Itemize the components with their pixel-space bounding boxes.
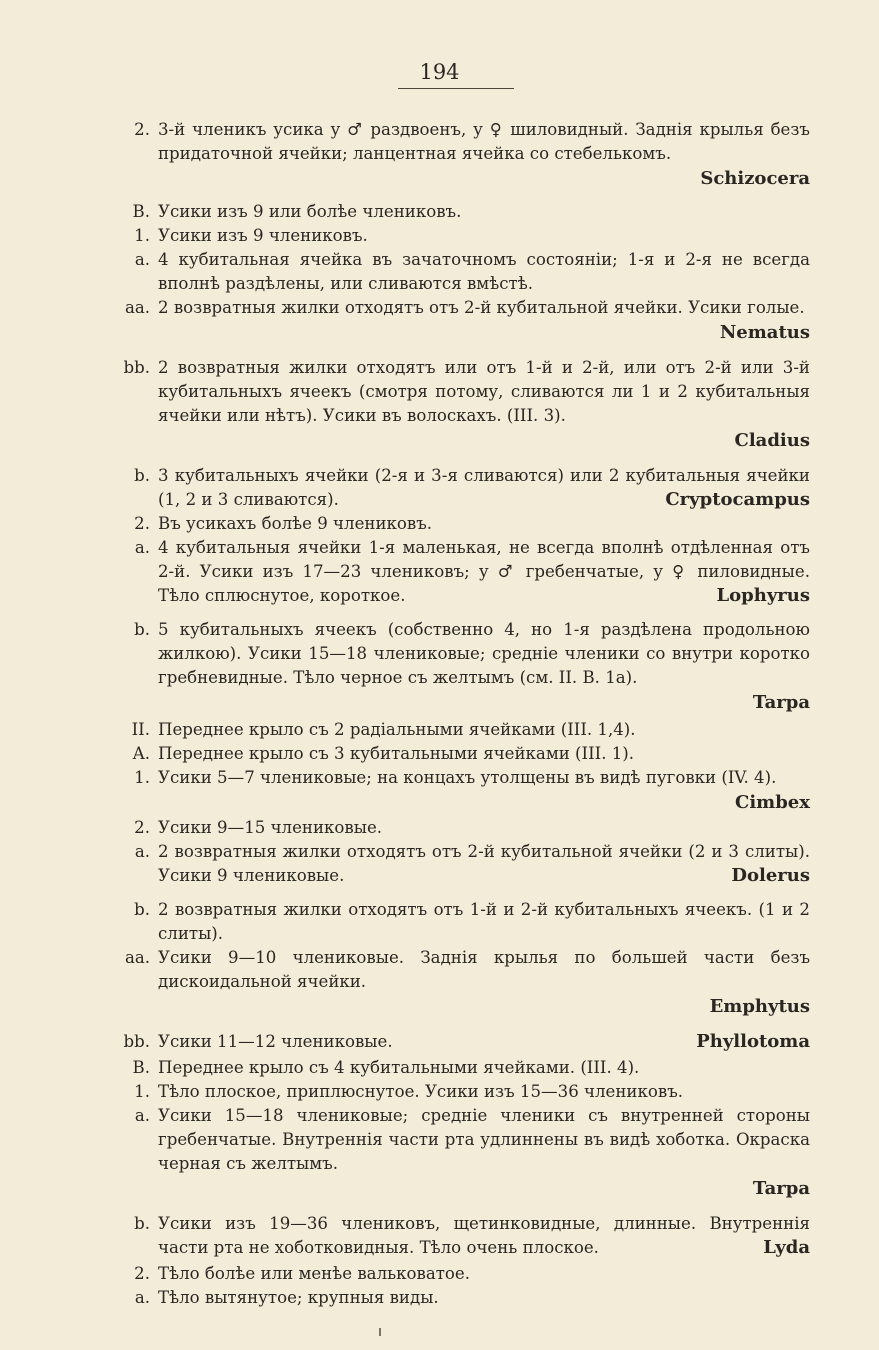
entry-text-body: 2 возвратныя жилки отходятъ отъ 2-й кубитальной ячейки (2 и 3 слиты). Усики 9 члениковые. [158,842,810,885]
genus-name: Schizocera [700,168,810,189]
entry-mark: 2. [134,818,150,837]
genus-name: Cimbex [735,792,810,813]
entry-mark: 1. [134,768,150,787]
entry-text: Усики 9—15 члениковые. [158,818,383,837]
entry-mark: 2. [134,120,150,139]
entry-text [158,1030,810,1054]
entry-mark: b. [134,1214,150,1233]
entry-text: Переднее крыло съ 2 радіальными ячейками (III. 1,4). [158,720,636,739]
key-entry [134,512,810,536]
entry-text-body: 4 кубитальныя ячейки 1-я маленькая, не всегда вполнѣ отдѣленная отъ 2-й. Усики изъ 17—23 члениковъ; у ♂ гребенчатые, у ♀ пиловидные. Тѣло сплюснутое, короткое. [158,538,810,605]
genus-name: Tarpa [752,692,810,713]
entry-mark: B. [132,202,150,221]
key-entry [134,816,810,840]
entry-text: Тѣло болѣе или менѣе вальковатое. [158,1264,470,1283]
entry-text: Усики 5—7 члениковые; на концахъ утолщены въ видѣ пуговки (IV. 4). [158,768,777,787]
entry-text: 3-й членикъ усика у ♂ раздвоенъ, у ♀ шиловидный. Заднія крылья безъ придаточной ячейки; ланцентная ячейка со стебелькомъ. [158,120,810,163]
entry-text: Усики изъ 9 члениковъ. [158,226,368,245]
entry-text: Усики 9—10 члениковые. Заднія крылья по большей части безъ дискоидальной ячейки. [158,948,810,991]
entry-mark: 1. [134,1082,150,1101]
entry-mark: bb. [123,358,150,377]
entry-mark: II. [131,720,150,739]
page-number-rule [398,88,514,89]
entry-text: 4 кубитальная ячейка въ зачаточномъ состояніи; 1-я и 2-я не всегда вполнѣ раздѣлены, или сливаются вмѣстѣ. [158,250,810,293]
entry-mark: aa. [124,948,150,967]
key-entry [124,296,810,346]
genus-name: Dolerus [731,865,810,886]
key-entry [134,618,810,716]
entry-mark: a. [134,1288,150,1307]
entry-mark: bb. [123,1032,150,1051]
genus-name: Lophyrus [716,585,810,606]
entry-mark: b. [134,466,150,485]
key-entry [134,1286,810,1310]
key-entry [131,718,810,742]
entry-text: Тѣло вытянутое; крупныя виды. [158,1288,439,1307]
key-entries [0,118,879,1310]
key-entry [134,840,810,888]
entry-text: 5 кубитальныхъ ячеекъ (собственно 4, но 1-я раздѣлена продольною жилкою). Усики 15—18 члениковые; средніе членики со внутри коротко гребневидные. Тѣло черное съ желтымъ (см. II. B. 1a). [158,620,810,687]
genus-name: Nematus [719,322,810,343]
genus-name: Cladius [734,430,810,451]
key-entry [134,766,810,816]
entry-text: Усики изъ 9 или болѣе члениковъ. [158,202,462,221]
entry-text-body: Усики изъ 19—36 члениковъ, щетинковидные, длинные. Внутреннія части рта не хоботковидныя. Тѣло очень плоское. [158,1214,810,1257]
key-entry [123,356,810,454]
key-entry [134,1080,810,1104]
entry-mark: a. [134,538,150,557]
entry-text: Переднее крыло съ 4 кубитальными ячейками. (III. 4). [158,1058,640,1077]
entry-text [158,464,810,512]
key-entry [123,1030,810,1054]
genus-name: Phyllotoma [696,1031,810,1052]
entry-text [158,536,810,608]
genus-name: Cryptocampus [665,489,810,510]
entry-mark: a. [134,250,150,269]
key-entry [134,1212,810,1260]
page-number: 194 [419,60,460,84]
entry-mark: a. [134,1106,150,1125]
page-mark [379,1328,381,1336]
entry-text: Въ усикахъ болѣе 9 члениковъ. [158,514,433,533]
entry-text: Тѣло плоское, приплюснутое. Усики изъ 15—36 члениковъ. [158,1082,684,1101]
entry-text: Усики 15—18 члениковые; средніе членики съ внутренней стороны гребенчатые. Внутреннія части рта удлиннены въ видѣ хоботка. Окраска черная съ желтымъ. [158,1106,810,1173]
key-entry [134,536,810,608]
key-entry [134,118,810,192]
entry-mark: aa. [124,298,150,317]
entry-text: 2 возвратныя жилки отходятъ отъ 1-й и 2-й кубитальныхъ ячеекъ. (1 и 2 слиты). [158,900,810,943]
entry-mark: a. [134,842,150,861]
key-entry [134,1104,810,1202]
key-entry [134,248,810,296]
genus-name: Emphytus [709,996,810,1017]
entry-text: 2 возвратныя жилки отходятъ или отъ 1-й и 2-й, или отъ 2-й или 3-й кубитальныхъ ячеекъ (смотря потому, сливаются ли 1 и 2 кубитальныя ячейки или нѣтъ). Усики въ волоскахъ. (III. 3). [158,358,810,425]
entry-text-body: 3 кубитальныхъ ячейки (2-я и 3-я сливаются) или 2 кубитальныя ячейки (1, 2 и 3 сливаются). [158,466,810,509]
key-entry [132,200,810,224]
genus-name: Lyda [763,1237,810,1258]
entry-text [158,840,810,888]
entry-text [158,1212,810,1260]
entry-mark: B. [132,1058,150,1077]
entry-text-body: Усики 11—12 члениковые. [158,1032,393,1051]
key-entry [132,1056,810,1080]
entry-text: 2 возвратныя жилки отходятъ отъ 2-й кубитальной ячейки. Усики голые. [158,298,805,317]
key-entry [132,742,810,766]
entry-mark: 2. [134,514,150,533]
genus-name: Tarpa [752,1178,810,1199]
entry-mark: 1. [134,226,150,245]
key-entry [134,898,810,946]
entry-mark: b. [134,900,150,919]
entry-mark: b. [134,620,150,639]
entry-text: Переднее крыло съ 3 кубитальными ячейками (III. 1). [158,744,635,763]
entry-mark: A. [132,744,150,763]
key-entry [134,1262,810,1286]
key-entry [124,946,810,1020]
key-entry [134,224,810,248]
key-entry [134,464,810,512]
entry-mark: 2. [134,1264,150,1283]
